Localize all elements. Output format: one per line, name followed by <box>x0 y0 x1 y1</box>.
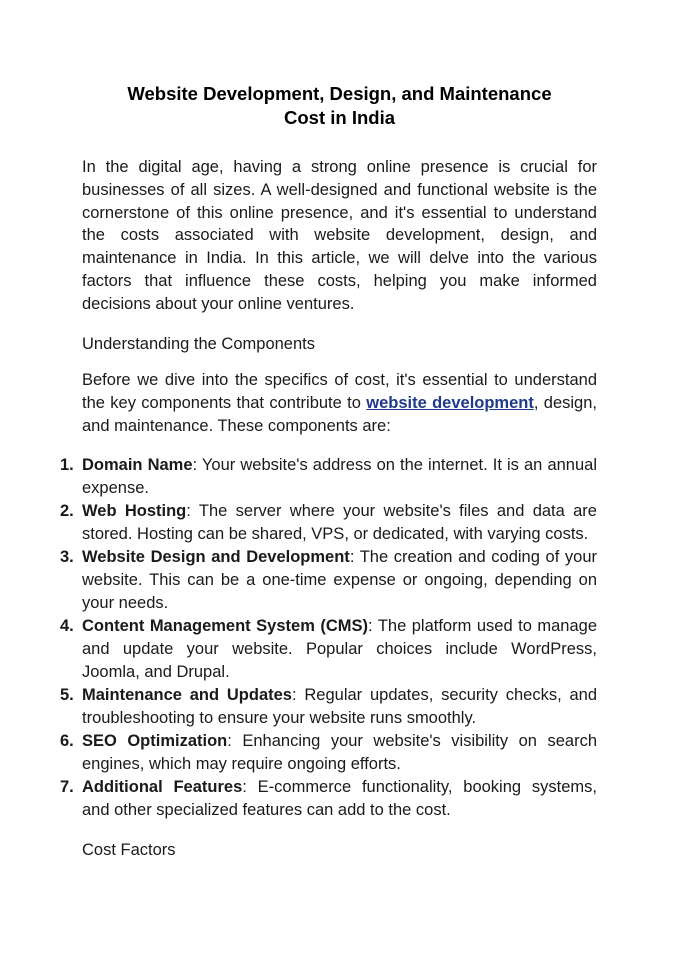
section-heading-components: Understanding the Components <box>82 335 315 353</box>
list-item-number: 7. <box>60 778 74 796</box>
list-item-text: : The server where your website's files and data are stored. Hosting can be shared, VPS, or dedicated, with varying costs. <box>82 502 597 543</box>
list-item-term: Website Design and Development <box>82 548 350 566</box>
components-text-after: , design, and maintenance. These components are: <box>82 393 597 435</box>
intro-paragraph: In the digital age, having a strong online presence is crucial for businesses of all sizes. A well-designed and functional website is the cornerstone of this online presence, and it's essential to understand the costs associated with website development, design, and maintenance in India. In this article, we will delve into the various factors that influence these costs, helping you make informed decisions about your online ventures. <box>82 158 597 313</box>
list-item <box>60 500 597 546</box>
list-item <box>60 730 597 776</box>
components-paragraph <box>82 369 597 437</box>
list-item-term: Additional Features <box>82 778 243 796</box>
list-item-number: 5. <box>60 686 74 704</box>
title-line-1: Website Development, Design, and Maintenance <box>127 83 552 104</box>
list-item-number: 2. <box>60 502 74 520</box>
list-item <box>60 776 597 822</box>
section-heading-cost-factors: Cost Factors <box>82 841 176 859</box>
list-item-text: : The platform used to manage and update your website. Popular choices include WordPress, Joomla, and Drupal. <box>82 617 598 681</box>
components-text-before: Before we dive into the specifics of cost, it's essential to understand the key components that contribute to <box>82 371 597 412</box>
list-item <box>60 615 598 684</box>
list-item-number: 4. <box>60 617 74 635</box>
list-item-term: SEO Optimization <box>82 732 228 750</box>
list-item <box>60 454 597 500</box>
website-development-link[interactable]: website development <box>366 393 534 412</box>
page-title <box>82 82 597 130</box>
list-item-number: 1. <box>60 456 74 474</box>
list-item <box>60 546 598 615</box>
list-item-text: : E-commerce functionality, booking systems, and other specialized features can add to the cost. <box>82 778 597 819</box>
list-item-text: : The creation and coding of your website. This can be a one-time expense or ongoing, depending on your needs. <box>82 548 598 612</box>
list-item-text: : Enhancing your website's visibility on search engines, which may require ongoing efforts. <box>82 732 597 773</box>
components-list <box>60 454 598 822</box>
list-item-term: Maintenance and Updates <box>82 686 292 704</box>
list-item-number: 6. <box>60 732 74 750</box>
list-item-text: : Regular updates, security checks, and troubleshooting to ensure your website runs smoothly. <box>82 686 598 727</box>
list-item-term: Content Management System (CMS) <box>82 617 369 635</box>
list-item-number: 3. <box>60 548 74 566</box>
title-line-2: Cost in India <box>284 107 395 128</box>
list-item <box>60 684 598 730</box>
list-item-term: Web Hosting <box>82 502 187 520</box>
list-item-term: Domain Name <box>82 456 193 474</box>
list-item-text: : Your website's address on the internet. It is an annual expense. <box>82 456 597 497</box>
